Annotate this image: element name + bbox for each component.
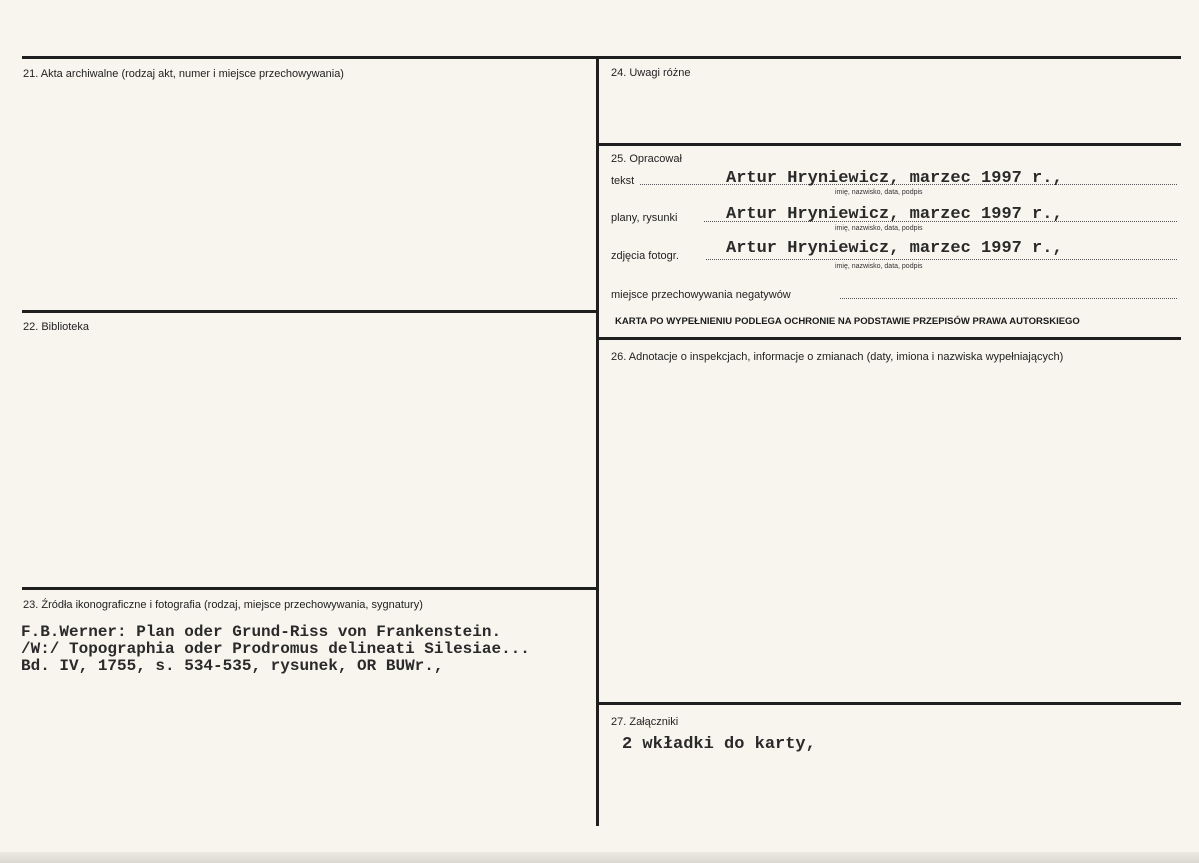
field-23-line-1: F.B.Werner: Plan oder Grund-Riss von Frankenstein.: [21, 623, 502, 641]
row-text-label: tekst: [611, 175, 635, 187]
row-plans-label: plany, rysunki: [611, 212, 678, 224]
rule-22-23: [22, 587, 597, 590]
row-photos-caption: imię, nazwisko, data, podpis: [835, 263, 923, 270]
row-photos-value: Artur Hryniewicz, marzec 1997 r.,: [726, 239, 1063, 258]
rule-25-26: [598, 337, 1181, 340]
rule-24-25: [598, 143, 1181, 146]
row-plans-value: Artur Hryniewicz, marzec 1997 r.,: [726, 205, 1063, 224]
field-23-line-2: /W:/ Topographia oder Prodromus delineati Silesiae...: [21, 640, 530, 658]
copyright-notice: KARTA PO WYPEŁNIENIU PODLEGA OCHRONIE NA PODSTAWIE PRZEPISÓW PRAWA AUTORSKIEGO: [615, 316, 1080, 327]
field-22-label: 22. Biblioteka: [23, 321, 90, 333]
field-23-label: 23. Źródła ikonograficzne i fotografia (rodzaj, miejsce przechowywania, sygnatury): [23, 599, 423, 611]
negatives-label: miejsce przechowywania negatywów: [611, 289, 791, 301]
column-divider: [596, 56, 599, 826]
top-rule: [22, 56, 1181, 59]
negatives-dotted-line: [840, 298, 1177, 299]
paper-bottom-edge: [0, 852, 1199, 863]
row-text-value: Artur Hryniewicz, marzec 1997 r.,: [726, 169, 1063, 188]
rule-26-27: [598, 702, 1181, 705]
rule-21-22: [22, 310, 597, 313]
field-21-label: 21. Akta archiwalne (rodzaj akt, numer i miejsce przechowywania): [23, 68, 344, 80]
field-23-line-3: Bd. IV, 1755, s. 534-535, rysunek, OR BUWr.,: [21, 657, 444, 675]
row-text-caption: imię, nazwisko, data, podpis: [835, 189, 923, 196]
row-plans-caption: imię, nazwisko, data, podpis: [835, 225, 923, 232]
field-27-label: 27. Załączniki: [611, 716, 679, 728]
field-26-label: 26. Adnotacje o inspekcjach, informacje o zmianach (daty, imiona i nazwiska wypełniających): [611, 351, 1064, 363]
row-photos-dotted-line: [706, 259, 1177, 260]
row-photos-label: zdjęcia fotogr.: [611, 250, 679, 262]
field-24-label: 24. Uwagi różne: [611, 67, 691, 79]
field-25-label: 25. Opracował: [611, 153, 682, 165]
field-27-value: 2 wkładki do karty,: [622, 735, 816, 754]
